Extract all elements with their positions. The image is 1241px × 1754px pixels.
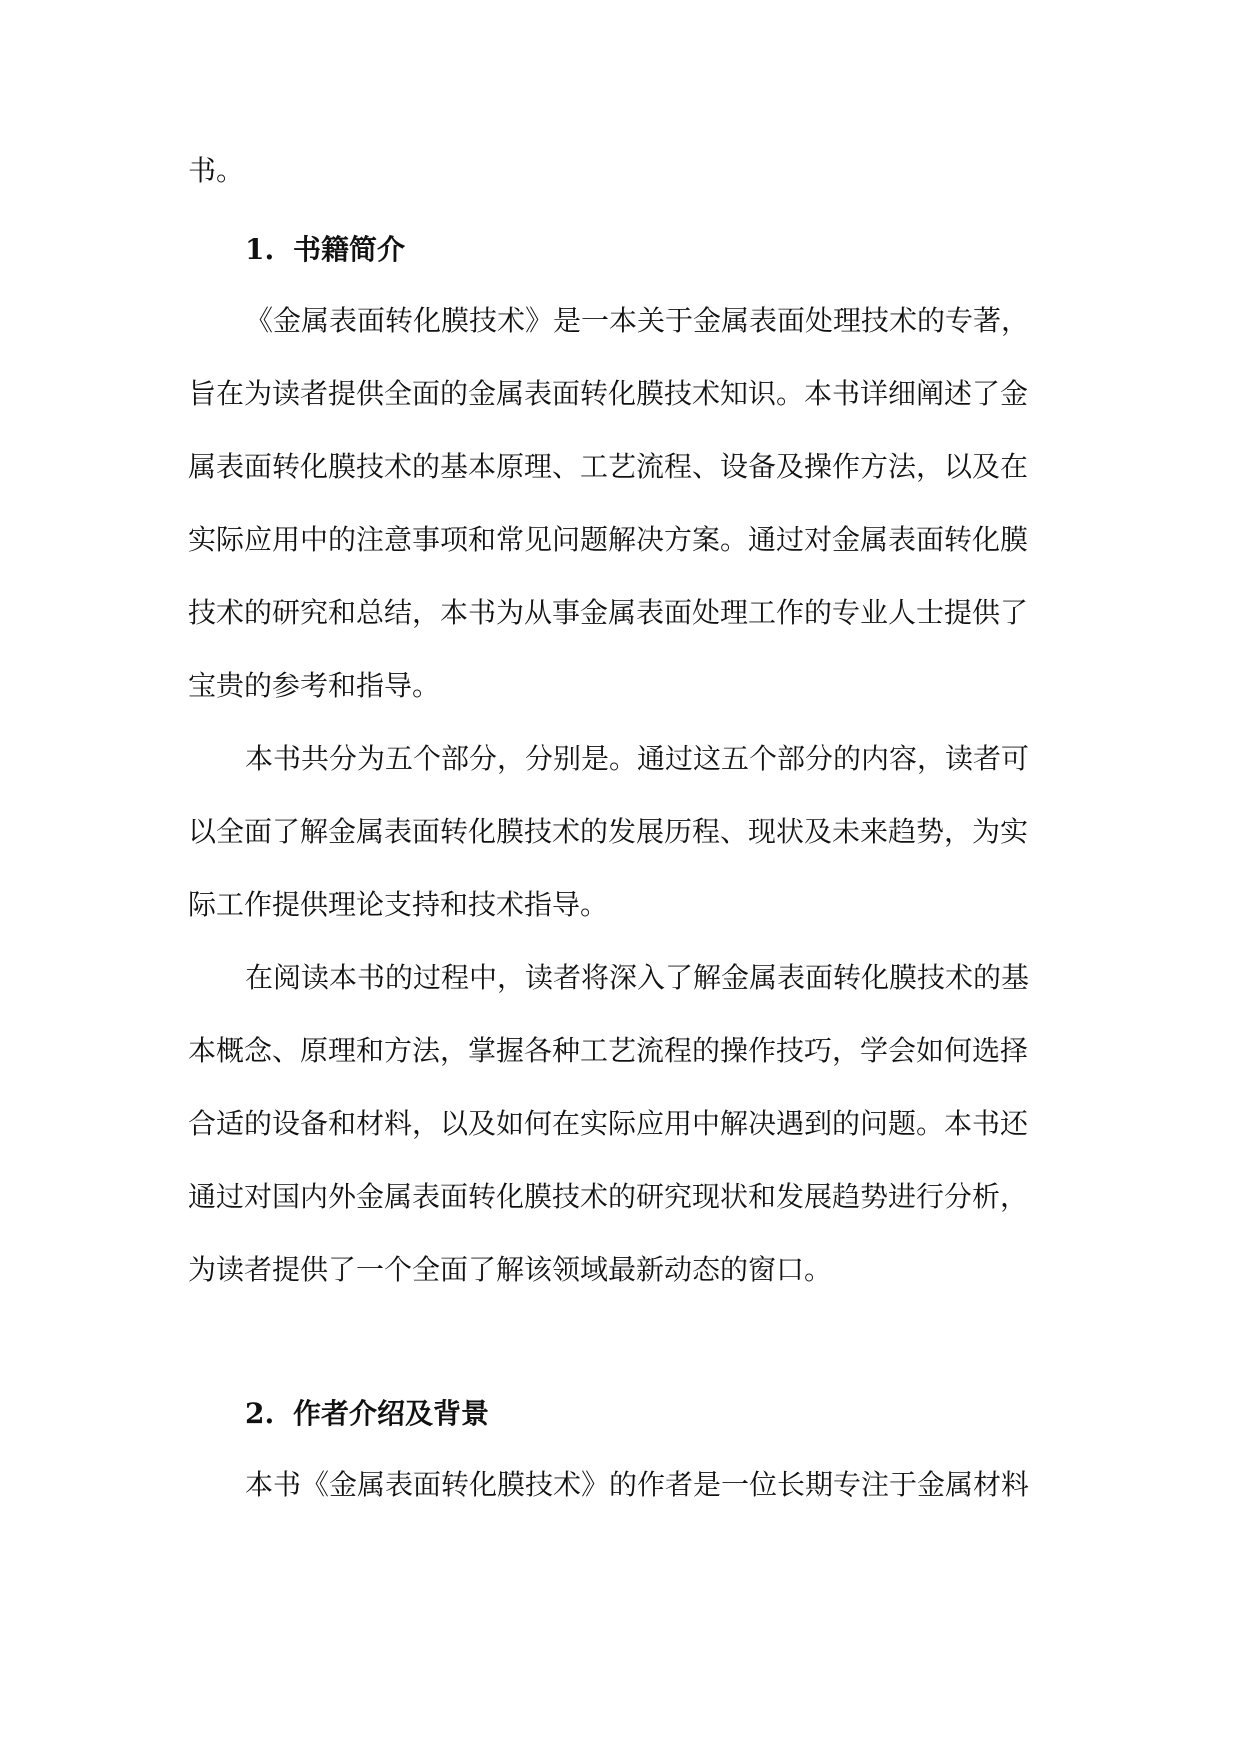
section-1-paragraph-1: 《金属表面转化膜技术》是一本关于金属表面处理技术的专著， 旨在为读者提供全面的金属表面转化膜技术知识。本书详细阐述了金 属表面转化膜技术的基本原理、工艺流程、设备及操作方法，以及在 实际应用中的注意事项和常见问题解决方案。通过对金属表面转化膜 技术的研究和总结，本书为从事金属表面处理工作的专业人士提供了 宝贵的参考和指导。 <box>188 304 1030 702</box>
section-2-title: 作者介绍及背景 <box>293 1397 490 1430</box>
lead-fragment: 书。 <box>188 154 245 187</box>
section-2-paragraph-1: 本书《金属表面转化膜技术》的作者是一位长期专注于金属材料 <box>245 1468 1030 1501</box>
section-2-number: 2. <box>245 1397 275 1430</box>
section-1-number: 1. <box>245 233 275 266</box>
section-1-paragraph-2: 本书共分为五个部分，分别是。通过这五个部分的内容，读者可 以全面了解金属表面转化膜技术的发展历程、现状及未来趋势，为实 际工作提供理论支持和技术指导。 <box>188 742 1030 921</box>
section-1-paragraph-3: 在阅读本书的过程中，读者将深入了解金属表面转化膜技术的基 本概念、原理和方法，掌握各种工艺流程的操作技巧，学会如何选择 合适的设备和材料，以及如何在实际应用中解决遇到的问题。本书还 通过对国内外金属表面转化膜技术的研究现状和发展趋势进行分析， 为读者提供了一个全面了解该领域最新动态的窗口。 <box>188 961 1030 1286</box>
section-1-heading <box>245 230 405 270</box>
section-1-title: 书籍简介 <box>293 233 406 266</box>
section-2-heading <box>245 1394 489 1434</box>
